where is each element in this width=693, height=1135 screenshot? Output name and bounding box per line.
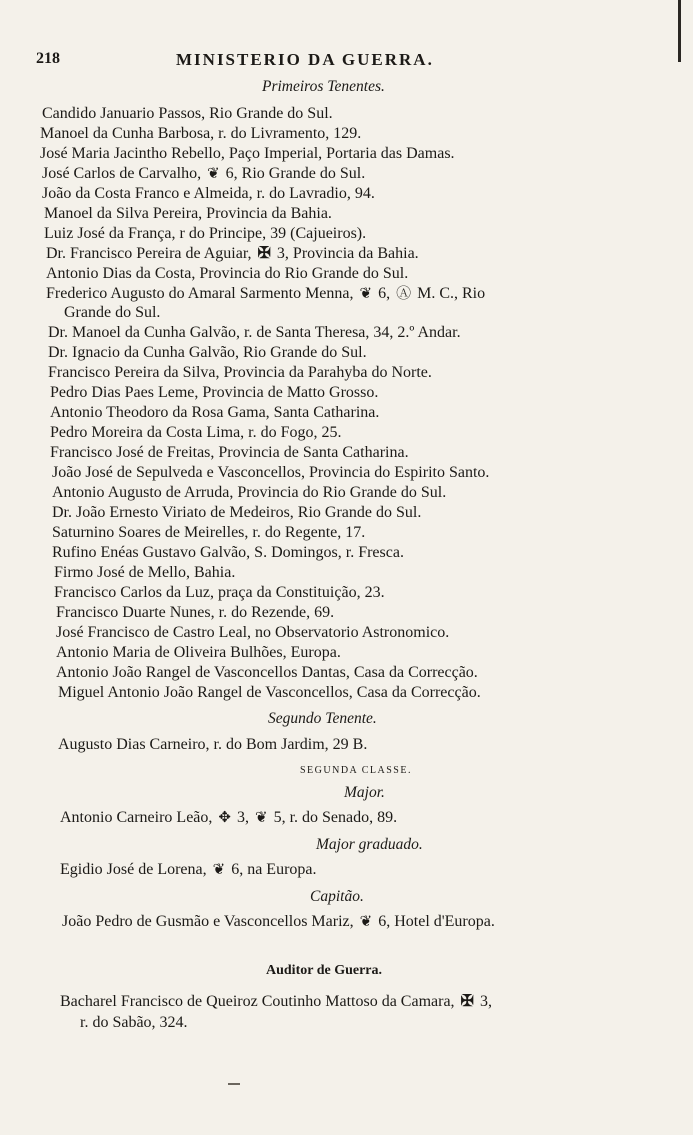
order-medal-icon: ❦ [212,862,226,878]
entry-line: Dr. João Ernesto Viriato de Medeiros, Rio Grande do Sul. [52,504,422,521]
entry-line: Miguel Antonio João Rangel de Vasconcellos, Casa da Correcção. [58,684,481,701]
order-medal-icon: ❦ [359,286,373,302]
entry-line: João da Costa Franco e Almeida, r. do Lavradio, 94. [42,185,375,202]
entry-line: Manoel da Silva Pereira, Provincia da Bahia. [44,205,332,222]
entry-text: Dr. Francisco Pereira de Aguiar, [46,245,252,262]
entry-line: Francisco Pereira da Silva, Provincia da Parahyba do Norte. [48,364,432,381]
order-cross-icon: ✠ [460,993,474,1010]
entry-text: Egidio José de Lorena, [60,861,207,878]
circled-a-icon: Ⓐ [396,286,412,302]
entry-line: Antonio João Rangel de Vasconcellos Dantas, Casa da Correcção. [56,664,478,681]
section-capitao: Capitão. [310,888,364,905]
entry-text: 6, Rio Grande do Sul. [225,165,366,182]
entry-line: Pedro Dias Paes Leme, Provincia de Matto Grosso. [50,384,379,401]
entry-line: Dr. Manoel da Cunha Galvão, r. de Santa Theresa, 34, 2.º Andar. [48,324,461,341]
entry-text: 5, r. do Senado, 89. [273,809,398,826]
entry-text: Antonio Carneiro Leão, [60,809,213,826]
entry-line [42,164,365,184]
entry-line: José Maria Jacintho Rebello, Paço Imperial, Portaria das Damas. [40,145,455,162]
entry-line: Antonio Dias da Costa, Provincia do Rio Grande do Sul. [46,265,409,282]
entry-line: Francisco José de Freitas, Provincia de Santa Catharina. [50,444,409,461]
entry-line: Francisco Carlos da Luz, praça da Constituição, 23. [54,584,385,601]
order-badge-icon: ✥ [218,810,231,826]
entry-text: 6, Hotel d'Europa. [378,913,495,930]
entry-text: Frederico Augusto do Amaral Sarmento Menna, [46,285,354,302]
entry-line: Antonio Maria de Oliveira Bulhões, Europa. [56,644,341,661]
section-major-graduado: Major graduado. [316,836,423,853]
entry-text: 3, [479,993,492,1010]
entry-line: Firmo José de Mello, Bahia. [54,564,236,581]
footer-mark [228,1083,240,1085]
entry-text: 3, [236,809,249,826]
entry-line: Dr. Ignacio da Cunha Galvão, Rio Grande do Sul. [48,344,367,361]
entry-line: Pedro Moreira da Costa Lima, r. do Fogo, 25. [50,424,342,441]
entry-text: João Pedro de Gusmão e Vasconcellos Mariz, [62,913,354,930]
entry-line [46,284,485,304]
entry-line: Grande do Sul. [64,304,161,321]
entry-line: Luiz José da França, r do Principe, 39 (Cajueiros). [44,225,367,242]
entry-line: Augusto Dias Carneiro, r. do Bom Jardim, 29 B. [58,736,368,753]
entry-line: José Francisco de Castro Leal, no Observatorio Astronomico. [56,624,450,641]
entry-line: Francisco Duarte Nunes, r. do Rezende, 69. [56,604,335,621]
entry-line [60,808,397,828]
entry-line: Saturnino Soares de Meirelles, r. do Regente, 17. [52,524,366,541]
order-cross-icon: ✠ [257,245,271,262]
entry-line [60,992,492,1011]
order-medal-icon: ❦ [207,166,220,182]
section-segunda-classe: SEGUNDA CLASSE. [300,765,412,776]
entry-line: João José de Sepulveda e Vasconcellos, Provincia do Espirito Santo. [52,464,490,481]
section-primeiros-tenentes: Primeiros Tenentes. [262,78,385,95]
entry-line: Antonio Augusto de Arruda, Provincia do Rio Grande do Sul. [52,484,447,501]
entry-line [46,244,419,263]
running-head: MINISTERIO DA GUERRA. [176,50,434,69]
order-medal-icon: ❦ [254,810,268,826]
order-medal-icon: ❦ [359,914,373,930]
entry-text: José Carlos de Carvalho, [42,165,202,182]
entry-text: Bacharel Francisco de Queiroz Coutinho Mattoso da Camara, [60,993,455,1010]
section-segundo-tenente: Segundo Tenente. [268,710,377,727]
page-header [36,50,636,72]
entry-line: r. do Sabão, 324. [80,1014,188,1031]
entry-line: Rufino Enéas Gustavo Galvão, S. Domingos, r. Fresca. [52,544,404,561]
entry-text: M. C., Rio [417,285,486,302]
entry-line: Candido Januario Passos, Rio Grande do Sul. [42,105,333,122]
section-major: Major. [344,784,385,801]
page-edge-mark [678,0,681,62]
entry-line [62,912,495,932]
entry-line: Manoel da Cunha Barbosa, r. do Livramento, 129. [40,125,362,142]
entry-text: 3, Provincia da Bahia. [276,245,419,262]
section-auditor: Auditor de Guerra. [266,963,383,978]
page-number: 218 [36,50,60,67]
entry-text: 6, [378,285,391,302]
entry-line [60,860,317,880]
entry-text: 6, na Europa. [231,861,317,878]
entry-line: Antonio Theodoro da Rosa Gama, Santa Catharina. [50,404,380,421]
